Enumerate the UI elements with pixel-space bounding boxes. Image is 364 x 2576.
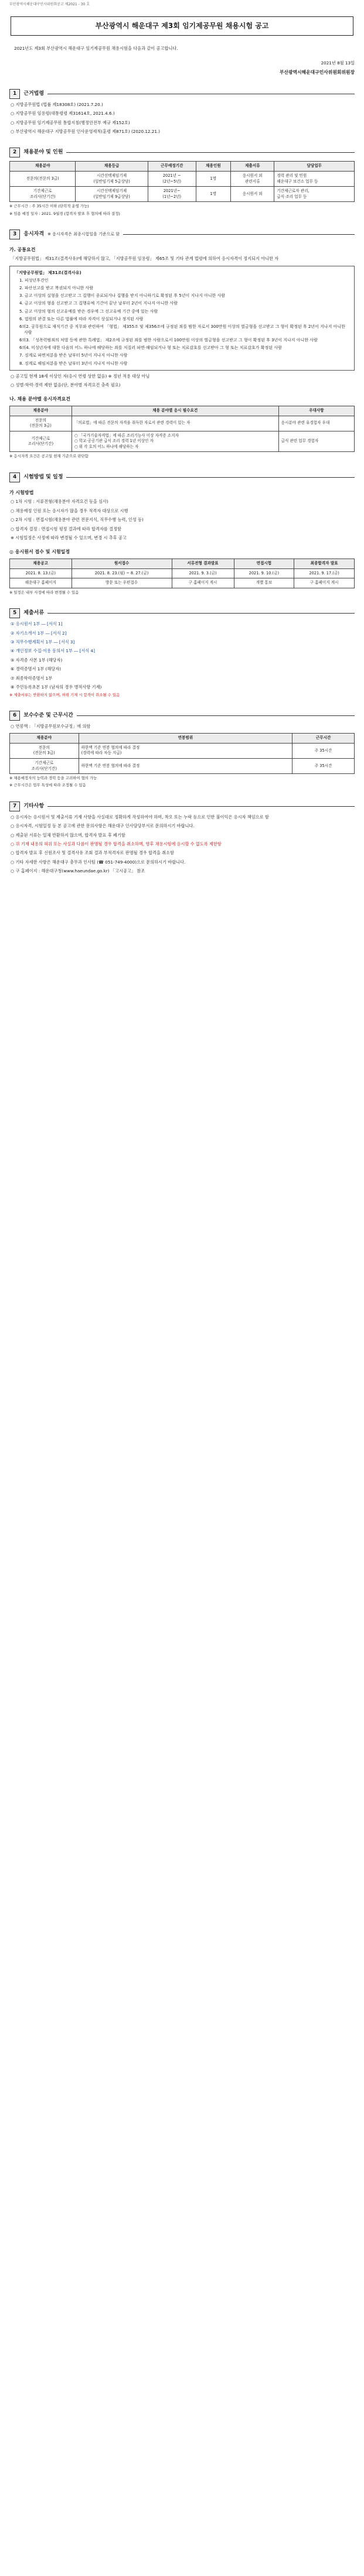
doc-item: ③ 직무수행계획서 1부 ― [서식 3] <box>11 639 75 645</box>
table-cell: 기간제근로자 관리, 급식·조리 업무 등 <box>274 187 355 202</box>
exam-item: ○ 채용예정 인원 또는 응시자가 많을 경우 적격자 대상으로 시행 <box>11 508 128 513</box>
doc-item: ② 자기소개서 1부 ― [서식 2] <box>11 630 67 636</box>
section-6-title <box>9 711 355 721</box>
table-cell: ○ 「국가기술자격법」에 따른 조리기능사 이상 자격증 소지자 ○ 학교·공공기관 급식 조리 경력 1년 이상인 자 ○ 위 각 호의 어느 하나에 해당하는 자 <box>72 431 278 452</box>
section-rule <box>66 152 355 153</box>
note: ※ 임용 예정 일자 : 2021. 9월경 (합격자 발표 후 협의에 따라 결정) <box>9 211 120 216</box>
table-cell: 경력 관리 및 민원 해운대구 보건소 업무 등 <box>274 172 355 187</box>
table-cell: 1명 <box>196 172 231 187</box>
law-item: ○ 부산광역시 해운대구 지방공무원 인사운영세칙(훈령 제871호) (2020.12.21.) <box>11 129 160 134</box>
table-cell: 하한액 기준 연봉 협의에 따라 결정 <box>79 759 292 774</box>
qual-extra: ○ 공고일 현재 18세 이상인 자(응시 연령 상한 없음) ※ 정년 적용 대상 아님 <box>11 373 150 379</box>
qual-item: 3. 금고 이상의 실형을 선고받고 그 집행이 종료되거나 집행을 받지 아니하기로 확정된 후 5년이 지나지 아니한 사람 <box>19 293 226 299</box>
section-7-title <box>9 801 355 811</box>
notice-author: 부산광역시해운대구인사위원회위원장 <box>279 70 355 76</box>
table-cell: 급식 관련 업무 경험자 <box>278 431 354 452</box>
table-cell: 응시원서 외 관련서류 <box>231 172 274 187</box>
table-header: 원서접수 <box>72 559 172 569</box>
exam-item: ※ 시험일정은 사정에 따라 변경될 수 있으며, 변경 시 추후 공고 <box>11 535 127 541</box>
doc-item: ⑧ 주민등록초본 1부 (남자의 경우 병적사항 기재) <box>11 684 102 690</box>
table-cell: 시간선택제임기제 (일반임기제 5급상당) <box>76 172 148 187</box>
note: ※ 응시자격 요건은 공고일 현재 기준으로 판단함 <box>9 454 89 459</box>
section-3-title <box>9 229 355 239</box>
qual-item: 6의4. 미성년자에 대한 다음의 어느 하나에 해당하는 죄를 저질러 파면·해임되거나 형 또는 치료감호를 선고받아 그 형 또는 치료감호가 확정된 사람 <box>19 345 282 351</box>
table-row <box>10 187 355 202</box>
misc-item: ○ 합격자 발표 후 신원조사 및 결격사유 조회 결과 부적격자로 판명될 경우 합격을 취소함 <box>11 850 174 856</box>
table-header: 우대사항 <box>278 406 354 416</box>
exam-item: ○ 합격자 결정 : 면접시험 평정 결과에 따라 합격자를 결정함 <box>11 526 121 532</box>
table-cell: 2021. 9. 17.(금) <box>294 568 355 578</box>
misc-item: ○ 응시자격, 시험일정 등 본 공고에 관한 문의사항은 해운대구 인사담당부서로 문의하시기 바랍니다. <box>11 823 195 829</box>
section-heading: 근거법령 <box>23 90 45 97</box>
section-heading: 기타사항 <box>23 803 45 809</box>
note: ※ 일정은 내부 사정에 따라 변경될 수 있음 <box>9 590 79 595</box>
table-header: 채용분야 <box>10 406 72 416</box>
schedule-table <box>9 559 355 588</box>
doc-item: ⑥ 경력증명서 1부 (해당자) <box>11 666 61 672</box>
table-cell: 2021년 ~ (2년~5년) <box>148 172 196 187</box>
section-rule <box>47 806 355 807</box>
table-header: 채용등급 <box>76 162 148 172</box>
table-row <box>10 743 355 758</box>
table-cell: 기간제근로 조리사(단기간) <box>10 759 79 774</box>
section-rule <box>66 477 355 478</box>
doc-item: ④ 개인정보 수집·이용 동의서 1부 ― [서식 4] <box>11 648 95 654</box>
section-rule <box>123 234 355 235</box>
table-cell: 응시분야 관련 유경험자 우대 <box>278 416 354 431</box>
table-cell: 전문의 (전문의 3급) <box>10 416 72 431</box>
misc-item: ○ 응시자는 응시원서 및 제출서류 기재 사항을 사실대로 정확하게 작성하여야 하며, 착오 또는 누락 등으로 인한 불이익은 응시자 책임으로 함 <box>11 814 269 820</box>
table-header: 채용분야 <box>10 162 76 172</box>
table-cell: 1명 <box>196 187 231 202</box>
section-heading: 보수수준 및 근무시간 <box>23 712 73 718</box>
table-cell: 주 35시간 <box>292 759 355 774</box>
closing-link[interactable]: ○ 구 홈페이지 : 해운대구청(www.haeundae.go.kr) 「고시공고」 참조 <box>11 868 145 874</box>
qual-item: 7. 징계로 파면처분을 받은 날부터 5년이 지나지 아니한 사람 <box>19 353 128 358</box>
table-header: 채용분야 <box>10 734 79 744</box>
pay-table <box>9 733 355 774</box>
table-header: 근무시간 <box>292 734 355 744</box>
table-header: 채용공고 <box>10 559 72 569</box>
table-cell: 기간제근로 조리사(단기간) <box>10 187 76 202</box>
table-cell: 전문의(전문의 3급) <box>10 172 76 187</box>
table-cell: 시간선택제임기제 (일반임기제 9급상당) <box>76 187 148 202</box>
table-cell: 2021. 8. 13.(금) <box>10 568 72 578</box>
misc-item: ○ 제출된 서류는 일체 반환하지 않으며, 합격자 발표 후 폐기함 <box>11 832 125 838</box>
table-cell: 2021. 9. 10.(금) <box>234 568 294 578</box>
doc-item: ① 응시원서 1부 ― [서식 1] <box>11 621 63 627</box>
note: ※ 제출서류는 반환하지 않으며, 허위 기재 시 합격이 취소될 수 있음 <box>9 692 120 697</box>
table-header: 제출서류 <box>231 162 274 172</box>
section-rule <box>77 715 355 716</box>
table-row <box>10 578 355 588</box>
exam-item: ○ 2차 시험 : 면접시험(채용분야 관련 전문지식, 직무수행 능력, 인성 등) <box>11 517 144 523</box>
law-item: ○ 지방공무원법 (법률 제18308호) (2021.7.20.) <box>11 101 103 107</box>
table-header: 연봉범위 <box>79 734 292 744</box>
section-number: 3 <box>9 229 20 239</box>
box-title: 「지방공무원법」 제31조(결격사유) <box>15 270 81 275</box>
table-cell: 기간제근로 조리사(단기간) <box>10 431 72 452</box>
notice-date: 2021년 8월 13일 <box>321 60 355 66</box>
qual-item: 4. 금고 이상의 형을 선고받고 그 집행유예 기간이 끝난 날부터 2년이 지나지 아니한 사람 <box>19 301 178 306</box>
table-header: 서류전형 결과발표 <box>172 559 234 569</box>
table-header: 담당업무 <box>274 162 355 172</box>
table-header: 면접시험 <box>234 559 294 569</box>
qual-extra: ○ 성별·학력·경력 제한 없음(단, 분야별 자격요건 충족 필요) <box>11 382 121 388</box>
section-5-title <box>9 608 355 618</box>
exam-item: ○ 1차 시험 : 서류전형(채용분야 자격요건 등을 심사) <box>11 499 108 505</box>
table-cell: 주 35시간 <box>292 743 355 758</box>
table-row <box>10 759 355 774</box>
qual-item: 6의2. 공무원으로 재직기간 중 직무와 관련하여 「형법」 제355조 및 제356조에 규정된 죄를 범한 자로서 300만원 이상의 벌금형을 선고받고 그 형이 확정된 후 2년이 지나지 아니한 사람 <box>19 324 345 335</box>
qual-item: 6의3. 「성폭력범죄의 처벌 등에 관한 특례법」 제2조에 규정된 죄를 범한 사람으로서 100만원 이상의 벌금형을 선고받고 그 형이 확정된 후 3년이 지나지 아니한 사람 <box>19 338 318 343</box>
doc-item: ⑤ 자격증 사본 1부 (해당자) <box>11 657 63 663</box>
qual-item: 2. 파산선고를 받고 복권되지 아니한 사람 <box>19 286 93 291</box>
section-heading: 시험방법 및 일정 <box>23 474 63 480</box>
table-cell: 개별 통보 <box>234 578 294 588</box>
section-rule <box>47 613 355 614</box>
notice-number: 부산광역시해운대구인사위원회공고 제2021 - 30 호 <box>9 2 90 6</box>
section-number: 2 <box>9 148 20 157</box>
table-cell: 구 홈페이지 게시 <box>294 578 355 588</box>
section-number: 7 <box>9 801 20 811</box>
qual-item: 8. 징계로 해임처분을 받은 날부터 3년이 지나지 아니한 사람 <box>19 361 128 366</box>
note: ※ 근무시간 : 주 35시간 이하 (탄력적 운영 가능) <box>9 204 89 209</box>
requirement-table <box>9 406 355 452</box>
section-note: ※ 응시자격은 최종시험일을 기준으로 함 <box>47 232 120 237</box>
qual-item: 5. 금고 이상의 형의 선고유예를 받은 경우에 그 선고유예 기간 중에 있는 사람 <box>19 309 158 314</box>
subheading: 가 시험방법 <box>9 489 34 495</box>
note: ※ 채용예정자의 능력과 경력 등을 고려하여 협의 가능 <box>9 776 97 781</box>
section-2-title <box>9 148 355 157</box>
table-cell: 구 홈페이지 게시 <box>172 578 234 588</box>
table-row <box>10 416 355 431</box>
section-number: 4 <box>9 472 20 482</box>
table-header: 최종합격자 발표 <box>294 559 355 569</box>
law-item: ○ 지방공무원 임용령(대통령령 제31614호, 2021.4.6.) <box>11 111 115 117</box>
recruit-table <box>9 161 355 202</box>
section-heading: 응시자격 <box>23 231 45 237</box>
misc-item: ○ 기타 자세한 사항은 해운대구 총무과 인사팀 (☎ 051-749-4000)으로 문의하시기 바랍니다. <box>11 859 186 865</box>
qual-item: 「지방공무원법」 제31조(결격사유)에 해당하지 않고, 「지방공무원 임용령」 제65조 및 기타 관계 법령에 의하여 응시자격이 정지되지 아니한 자 <box>11 256 279 262</box>
section-number: 1 <box>9 89 20 99</box>
subheading: 나. 채용 분야별 응시자격요건 <box>9 396 71 402</box>
table-cell: 2021년~ (1년~2년) <box>148 187 196 202</box>
section-number: 6 <box>9 711 20 721</box>
section-4-title <box>9 472 355 482</box>
misc-item: ○ 위 기재 내용의 허위 또는 사실과 다름이 판명될 경우 합격을 취소하며, 향후 채용시험에 응시할 수 없도록 제한함 <box>11 841 222 847</box>
table-cell: 2021. 8. 23.(월) ~ 8. 27.(금) <box>72 568 172 578</box>
table-row <box>10 568 355 578</box>
pay-lead: ○ 연봉액 : 「지방공무원보수규정」에 의함 <box>11 723 91 729</box>
table-row <box>10 431 355 452</box>
section-1-items <box>9 102 355 135</box>
table-cell: 방문 또는 우편접수 <box>72 578 172 588</box>
law-item: ○ 지방공무원 임기제공무원 통합지침(행정안전부 예규 제152호) <box>11 119 130 125</box>
table-row <box>10 172 355 187</box>
table-header: 채용인원 <box>196 162 231 172</box>
disqualification-box <box>9 266 355 371</box>
section-number: 5 <box>9 608 20 618</box>
table-cell: 해운대구 홈페이지 <box>10 578 72 588</box>
table-header: 채용 분야별 응시 필수요건 <box>72 406 278 416</box>
section-1-title <box>9 89 355 99</box>
section-heading: 채용분야 및 인원 <box>23 149 63 156</box>
qual-item: 6. 법원의 판결 또는 다른 법률에 따라 자격이 상실되거나 정지된 사람 <box>19 316 144 321</box>
qual-item: 1. 피성년후견인 <box>19 278 49 283</box>
table-cell: 응시원서 외 <box>231 187 274 202</box>
page-title: 부산광역시 해운대구 제3회 임기제공무원 채용시험 공고 <box>11 16 353 36</box>
table-cell: 하한액 기준 연봉 협의에 따라 결정 (경력에 따라 차등 지급) <box>79 743 292 758</box>
table-header: 근무예정기간 <box>148 162 196 172</box>
subheading: 가. 공통요건 <box>9 246 36 252</box>
section-heading: 제출서류 <box>23 610 45 616</box>
table-cell: 2021. 9. 3.(금) <box>172 568 234 578</box>
intro-text: 2021년도 제3회 부산광역시 해운대구 임기제공무원 채용시험을 다음과 같이 공고합니다. <box>14 46 178 52</box>
note: ※ 근무시간은 업무 특성에 따라 조정될 수 있음 <box>9 783 86 788</box>
table-cell: 「의료법」에 따른 전문의 자격을 취득한 자로서 관련 경력이 있는 자 <box>72 416 278 431</box>
doc-item: ⑦ 최종학력증명서 1부 <box>11 675 53 681</box>
subheading: ◎ 응시원서 접수 및 시험일정 <box>9 549 70 554</box>
table-cell: 전문의 (전문의 3급) <box>10 743 79 758</box>
